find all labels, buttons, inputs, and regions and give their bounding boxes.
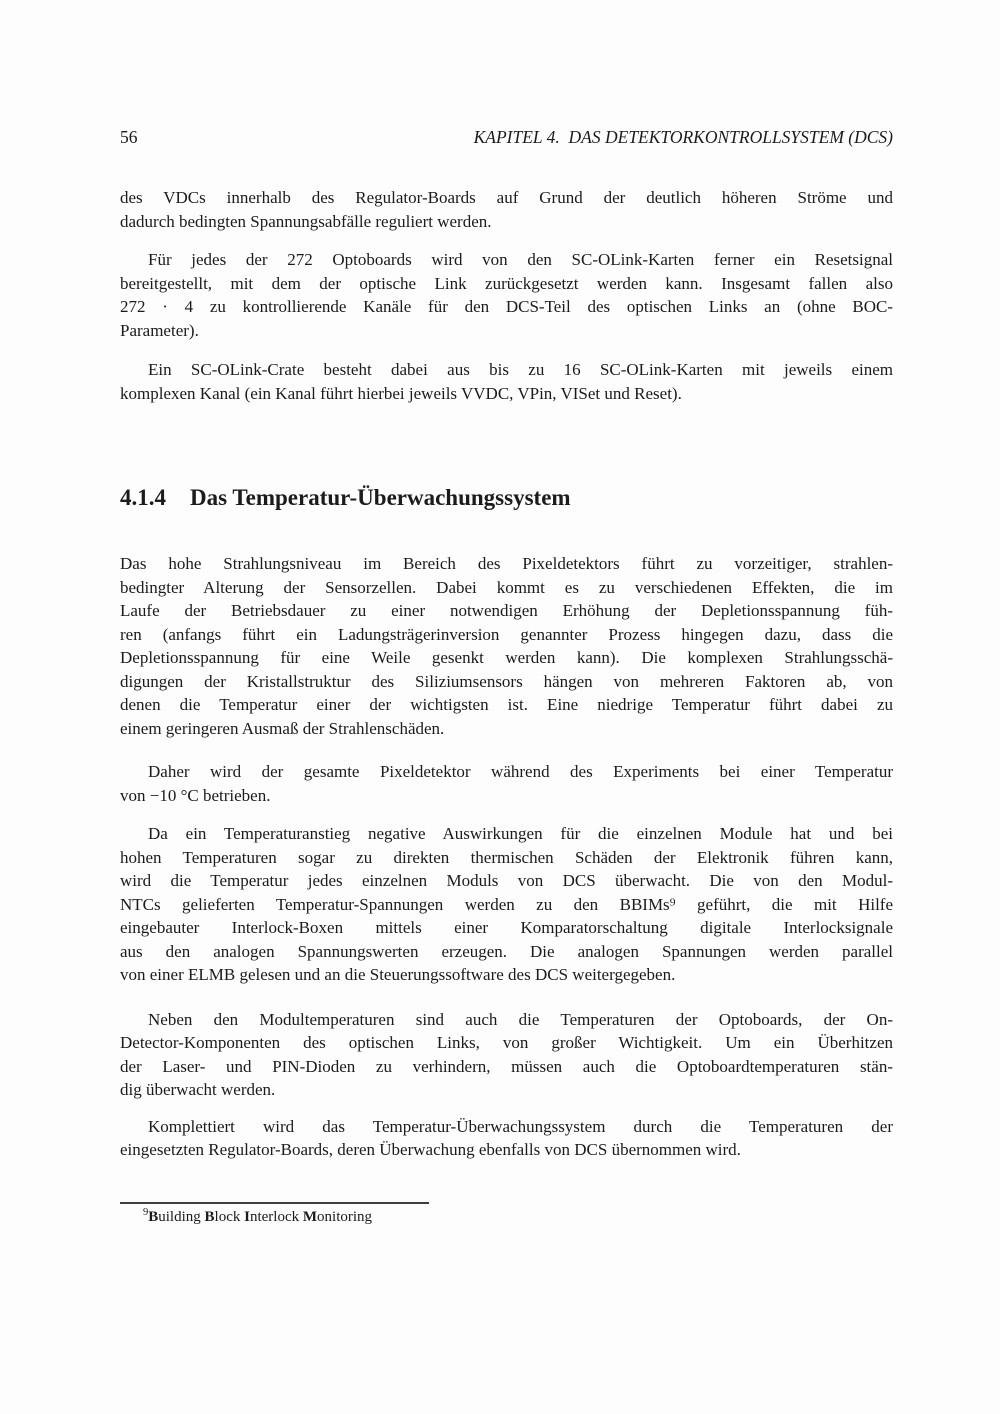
text-line: Depletionsspannung für eine Weile gesenkt werden kann). Die komplexen Strahlungsschä- bbox=[120, 648, 893, 667]
footnote bbox=[120, 1208, 893, 1227]
text-line: digungen der Kristallstruktur des Siliziumsensors hängen von mehreren Faktoren ab, von bbox=[120, 671, 893, 691]
section-number: 4.1.4 bbox=[120, 485, 166, 510]
footnote-text-segment: M bbox=[302, 1209, 318, 1225]
text-line: einem geringeren Ausmaß der Strahlenschäden. bbox=[120, 718, 445, 738]
footnote-text-segment: lock bbox=[214, 1209, 245, 1225]
text-line: dadurch bedingten Spannungsabfälle reguliert werden. bbox=[120, 211, 492, 231]
text-line: dig überwacht werden. bbox=[120, 1080, 276, 1099]
text-line: wird die Temperatur jedes einzelnen Moduls von DCS überwacht. Die von den Modul- bbox=[120, 871, 893, 890]
text-line: aus den analogen Spannungswerten erzeugen. Die analogen Spannungen werden parallel bbox=[120, 941, 893, 961]
text-line: der Laser- und PIN-Dioden zu verhindern, müssen auch die Optoboardtemperaturen stän- bbox=[120, 1056, 893, 1076]
footnote-marker: 9 bbox=[143, 1207, 149, 1218]
text-line: von −10 °C betrieben. bbox=[120, 785, 271, 805]
footnote-area bbox=[120, 1202, 893, 1227]
text-line: Daher wird der gesamte Pixeldetektor während des Experiments bei einer Temperatur bbox=[148, 762, 893, 781]
text-line: eingesetzten Regulator-Boards, deren Überwachung ebenfalls von DCS übernommen wird. bbox=[120, 1140, 741, 1159]
text-line: Für jedes der 272 Optoboards wird von den SC-OLink-Karten ferner ein Resetsignal bbox=[148, 250, 893, 269]
footnote-text-segment: B bbox=[204, 1209, 215, 1225]
paragraph bbox=[120, 186, 893, 233]
paragraph bbox=[120, 1008, 893, 1102]
footnote-text-segment: B bbox=[148, 1209, 159, 1225]
text-line: Laufe der Betriebsdauer zu einer notwendigen Erhöhung der Depletionsspannung füh- bbox=[120, 601, 893, 620]
page-number: 56 bbox=[120, 127, 138, 147]
text-line: ren (anfangs führt ein Ladungsträgerinversion genannter Prozess hingegen dazu, dass die bbox=[120, 624, 893, 644]
text-line: von einer ELMB gelesen und an die Steuerungssoftware des DCS weitergegeben. bbox=[120, 965, 676, 984]
paragraph bbox=[120, 358, 893, 405]
text-line: eingebauter Interlock-Boxen mittels einer Komparatorschaltung digitale Interlocksignale bbox=[120, 918, 893, 937]
footnote-text-segment: nterlock bbox=[249, 1209, 303, 1225]
text-column bbox=[120, 186, 893, 1162]
text-line: Ein SC-OLink-Crate besteht dabei aus bis zu 16 SC-OLink-Karten mit jeweils einem bbox=[148, 360, 893, 379]
text-line: bereitgestellt, mit dem der optische Link zurückgesetzt werden kann. Insgesamt fallen also bbox=[120, 273, 893, 293]
footnote-text-segment: I bbox=[244, 1209, 250, 1225]
paragraph bbox=[120, 1115, 893, 1162]
section-heading bbox=[120, 483, 893, 513]
text-line: Parameter). bbox=[120, 320, 199, 340]
footnote-text-segment: uilding bbox=[158, 1209, 205, 1225]
text-line: Detector-Komponenten des optischen Links, von großer Wichtigkeit. Um ein Überhitzen bbox=[120, 1033, 893, 1052]
text-line: Komplettiert wird das Temperatur-Überwachungssystem durch die Temperaturen der bbox=[148, 1116, 893, 1136]
page-header bbox=[120, 126, 893, 148]
paragraph bbox=[120, 822, 893, 987]
text-line: Da ein Temperaturanstieg negative Auswirkungen für die einzelnen Module hat und bei bbox=[148, 824, 893, 843]
section-title: Das Temperatur-Überwachungssystem bbox=[190, 485, 571, 510]
footnote-rule bbox=[120, 1202, 429, 1204]
paragraph bbox=[120, 552, 893, 740]
text-line: denen die Temperatur einer der wichtigsten ist. Eine niedrige Temperatur führt dabei zu bbox=[120, 695, 893, 714]
text-line: Neben den Modultemperaturen sind auch die Temperaturen der Optoboards, der On- bbox=[148, 1009, 893, 1029]
text-line: NTCs gelieferten Temperatur-Spannungen werden zu den BBIMs⁹ geführt, die mit Hilfe bbox=[120, 894, 893, 914]
paragraph bbox=[120, 248, 893, 342]
footnote-text-segment: onitoring bbox=[317, 1209, 373, 1225]
text-line: bedingter Alterung der Sensorzellen. Dabei kommt es zu verschiedenen Effekten, die im bbox=[120, 577, 893, 597]
text-line: 272 · 4 zu kontrollierende Kanäle für den DCS-Teil des optischen Links an (ohne BOC- bbox=[120, 297, 893, 316]
text-line: Das hohe Strahlungsniveau im Bereich des Pixeldetektors führt zu vorzeitiger, strahlen- bbox=[120, 554, 893, 573]
text-line: des VDCs innerhalb des Regulator-Boards auf Grund der deutlich höheren Ströme und bbox=[120, 188, 893, 207]
text-line: komplexen Kanal (ein Kanal führt hierbei jeweils VVDC, VPin, VISet und Reset). bbox=[120, 383, 682, 403]
chapter-running-title: KAPITEL 4. DAS DETEKTORKONTROLLSYSTEM (DCS) bbox=[473, 127, 893, 147]
paragraph bbox=[120, 760, 893, 807]
text-line: hohen Temperaturen sogar zu direkten thermischen Schäden der Elektronik führen kann, bbox=[120, 847, 893, 867]
